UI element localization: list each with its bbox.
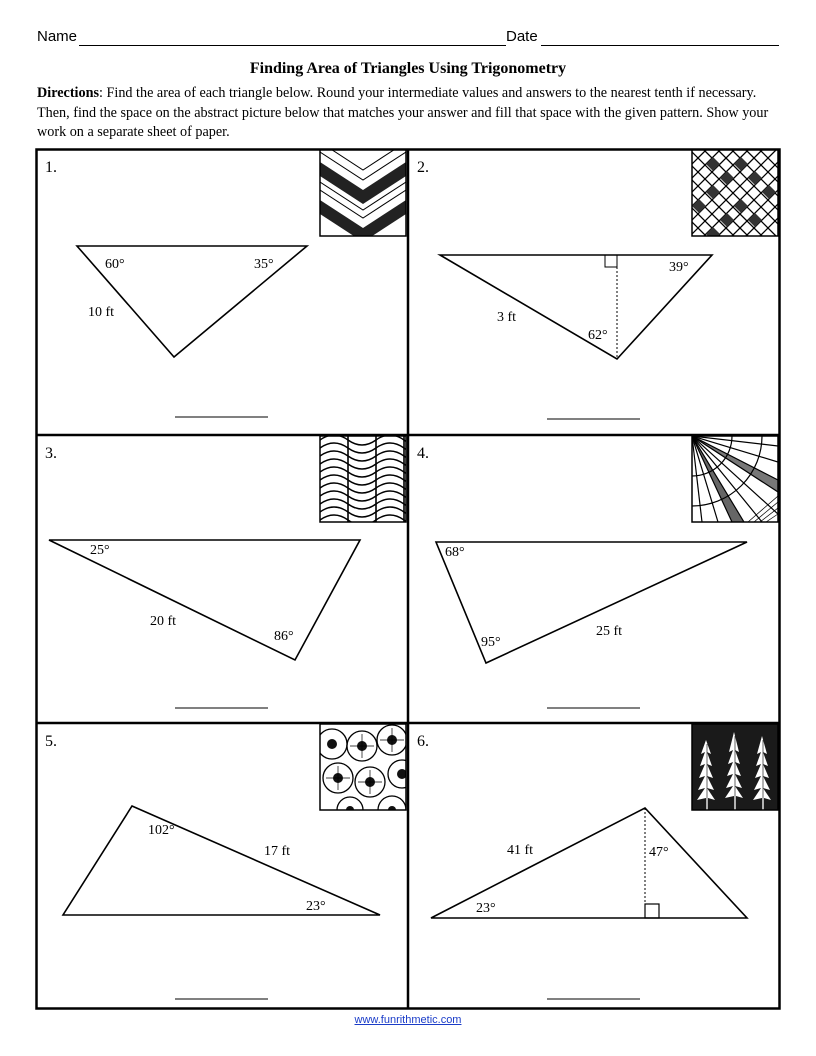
angle-label: 47° (649, 845, 669, 860)
name-label: Name (37, 28, 78, 45)
angle-label: 68° (445, 545, 465, 560)
problem-number: 2. (417, 159, 429, 176)
directions-paragraph (37, 84, 782, 143)
problem-6-cell (417, 724, 778, 999)
problem-number: 4. (417, 445, 429, 462)
argyle-pattern-swatch (606, 150, 781, 241)
date-field-line[interactable] (541, 45, 779, 46)
side-label: 10 ft (88, 305, 115, 320)
problem-number: 3. (45, 445, 57, 462)
problem-1-cell (45, 148, 406, 417)
problem-grid (35, 148, 781, 1010)
angle-label: 35° (254, 257, 274, 272)
right-angle-marker (605, 255, 617, 267)
angle-label: 86° (274, 629, 294, 644)
date-label: Date (506, 28, 538, 45)
tree-pattern-swatch (692, 724, 778, 810)
angle-label: 95° (481, 635, 501, 650)
triangle (63, 806, 380, 915)
angle-label: 62° (588, 328, 608, 343)
angle-label: 25° (90, 543, 110, 558)
side-label: 3 ft (497, 310, 517, 325)
triangle (49, 540, 360, 660)
problem-number: 6. (417, 733, 429, 750)
angle-label: 60° (105, 257, 125, 272)
side-label: 41 ft (507, 843, 534, 858)
footer-link[interactable]: www.funrithmetic.com (354, 1014, 462, 1026)
name-field-line[interactable] (79, 45, 506, 46)
ray-pattern-swatch (692, 436, 778, 522)
worksheet-title: Finding Area of Triangles Using Trigonometry (249, 60, 567, 77)
side-label: 17 ft (264, 844, 291, 859)
directions-label: Directions (37, 85, 99, 101)
angle-label: 23° (306, 899, 326, 914)
wave-pattern-swatch (320, 435, 432, 525)
angle-label: 23° (476, 901, 496, 916)
side-label: 25 ft (596, 624, 623, 639)
side-label: 20 ft (150, 614, 177, 629)
directions-text: : Find the area of each triangle below. Round your intermediate values and answers to the nearest tenth if necessary. Then, find the space on the abstract picture below that matches your answer and fill that space with the given pattern. Show your work on a separate sheet of paper. (37, 85, 769, 140)
problem-5-cell (45, 724, 416, 999)
angle-label: 39° (669, 260, 689, 275)
angle-label: 102° (148, 823, 175, 838)
problem-2-cell (417, 150, 781, 419)
problem-4-cell (417, 436, 778, 708)
chevron-pattern-swatch (320, 148, 406, 242)
right-angle-marker (645, 904, 659, 918)
problem-number: 1. (45, 159, 57, 176)
problem-number: 5. (45, 733, 57, 750)
problem-3-cell (45, 435, 432, 708)
circle-pattern-swatch (317, 724, 416, 824)
